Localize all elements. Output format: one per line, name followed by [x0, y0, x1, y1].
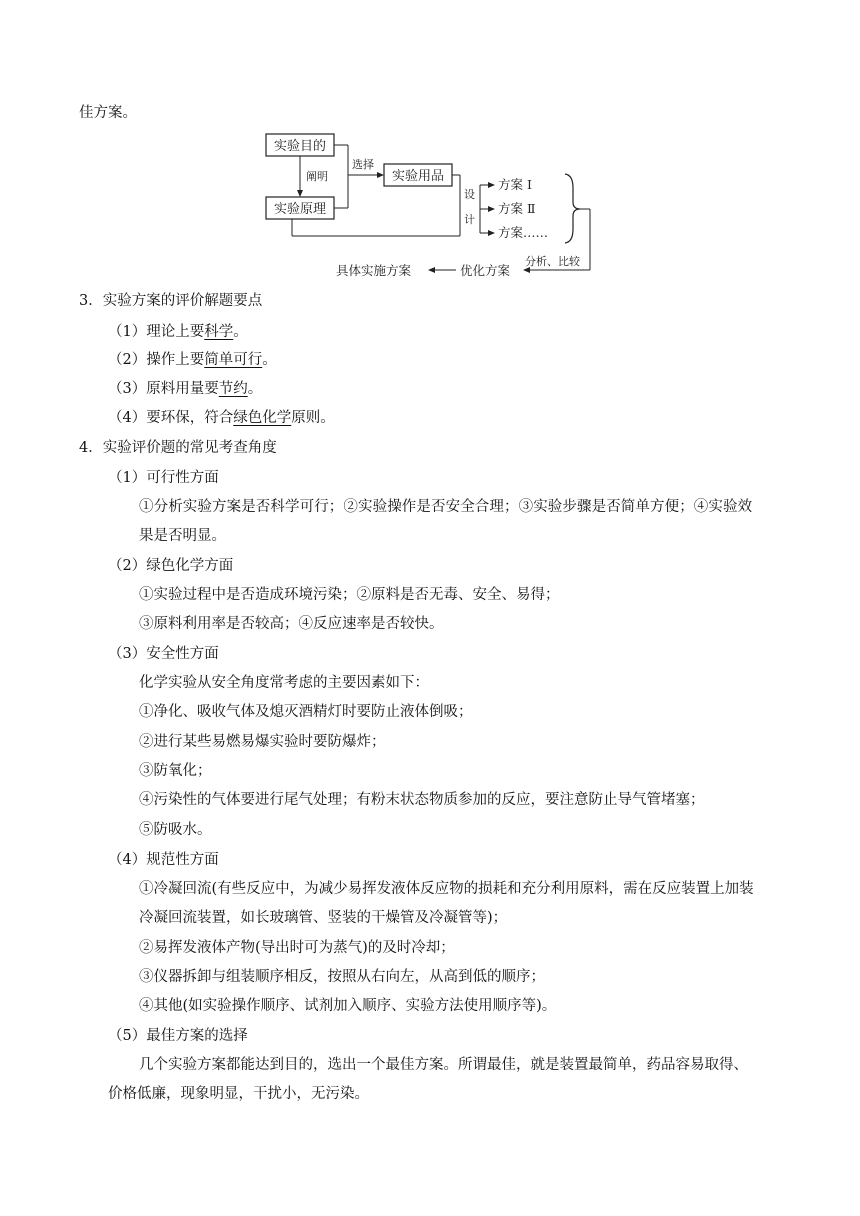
p3-l4: ④污染性的气体要进行尾气处理；有粉末状态物质参加的反应，要注意防止导气管堵塞；	[139, 792, 705, 808]
sec3-item-2-underlined: 简单可行	[204, 352, 263, 368]
label-select: 选择	[352, 158, 374, 171]
p5-title: （5）最佳方案的选择	[108, 1028, 248, 1044]
p1-title: （1）可行性方面	[108, 470, 219, 486]
plan-2: 方案 Ⅱ	[498, 201, 536, 216]
sec4-heading: 4．实验评价题的常见考查角度	[79, 440, 277, 456]
p3-l1: ①净化、吸收气体及熄灭酒精灯时要防止液体倒吸；	[139, 704, 473, 720]
sec3-item-1-post: 。	[233, 324, 248, 340]
sec3-item-1-pre: （1）理论上要	[108, 324, 205, 340]
label-clarify: 阐明	[306, 170, 328, 183]
label-analyze: 分析、比较	[525, 255, 580, 268]
sec3-item-3-underlined: 节约	[218, 381, 248, 397]
p1-text-b: 果是否明显。	[139, 528, 226, 544]
p3-l3: ③防氧化；	[139, 763, 212, 779]
plan-1: 方案 Ⅰ	[498, 177, 532, 192]
sec3-item-4-pre: （4）要环保，符合	[108, 410, 234, 426]
p3-title: （3）安全性方面	[108, 646, 219, 662]
sec3-item-1	[108, 322, 248, 342]
optimized-plan: 优化方案	[460, 263, 511, 278]
sec3-item-3	[108, 379, 262, 399]
sec3-item-4-underlined: 绿色化学	[233, 410, 292, 426]
p2-line2: ③原料利用率是否较高；④反应速率是否较快。	[139, 616, 444, 632]
p4-title: （4）规范性方面	[108, 852, 219, 868]
p4-l3: ③仪器拆卸与组装顺序相反，按照从右向左，从高到低的顺序；	[139, 969, 545, 985]
p3-l2: ②进行某些易燃易爆实验时要防爆炸；	[139, 734, 386, 750]
p4-l2: ②易挥发液体产物(导出时可为蒸气)的及时冷却；	[139, 940, 455, 956]
sec3-heading: 3．实验方案的评价解题要点	[79, 293, 263, 309]
p5-a: 几个实验方案都能达到目的，选出一个最佳方案。所谓最佳，就是装置最简单，药品容易取得、	[139, 1057, 748, 1073]
p2-title: （2）绿色化学方面	[108, 558, 234, 574]
p3-intro: 化学实验从安全角度常考虑的主要因素如下：	[139, 675, 429, 691]
sec3-item-2	[108, 350, 277, 370]
box-principle-text: 实验原理	[273, 202, 327, 217]
p2-line1: ①实验过程中是否造成环境污染；②原料是否无毒、安全、易得；	[139, 587, 560, 603]
box-materials-text: 实验用品	[391, 169, 445, 184]
p4-l1a: ①冷凝回流(有些反应中，为减少易挥发液体反应物的损耗和充分利用原料，需在反应装置上加装	[139, 881, 754, 897]
plan-brace	[565, 174, 580, 243]
sec3-item-3-post: 。	[247, 381, 263, 397]
label-design-2: 计	[464, 213, 475, 226]
p3-l5: ⑤防吸水。	[139, 822, 212, 838]
intro-tail: 佳方案。	[79, 105, 137, 121]
final-plan: 具体实施方案	[336, 263, 412, 278]
p1-text-a: ①分析实验方案是否科学可行；②实验操作是否安全合理；③实验步骤是否简单方便；④实验效	[139, 499, 753, 515]
plan-3: 方案……	[498, 225, 549, 240]
sec3-item-2-post: 。	[262, 352, 277, 368]
label-design-1: 设	[464, 188, 475, 201]
p5-b: 价格低廉，现象明显，干扰小，无污染。	[108, 1086, 369, 1102]
experiment-design-flowchart	[262, 130, 602, 282]
box-goal-text: 实验目的	[273, 139, 327, 154]
p4-l4: ④其他(如实验操作顺序、试剂加入顺序、实验方法使用顺序等)。	[139, 998, 557, 1014]
sec3-item-4	[108, 408, 335, 428]
sec3-item-3-pre: （3）原料用量要	[108, 381, 219, 397]
p4-l1b: 冷凝回流装置，如长玻璃管、竖装的干燥管及冷凝管等)；	[139, 910, 508, 926]
sec3-item-2-pre: （2）操作上要	[108, 352, 205, 368]
sec3-item-1-underlined: 科学	[204, 324, 234, 340]
sec3-item-4-post: 原则。	[291, 410, 335, 426]
